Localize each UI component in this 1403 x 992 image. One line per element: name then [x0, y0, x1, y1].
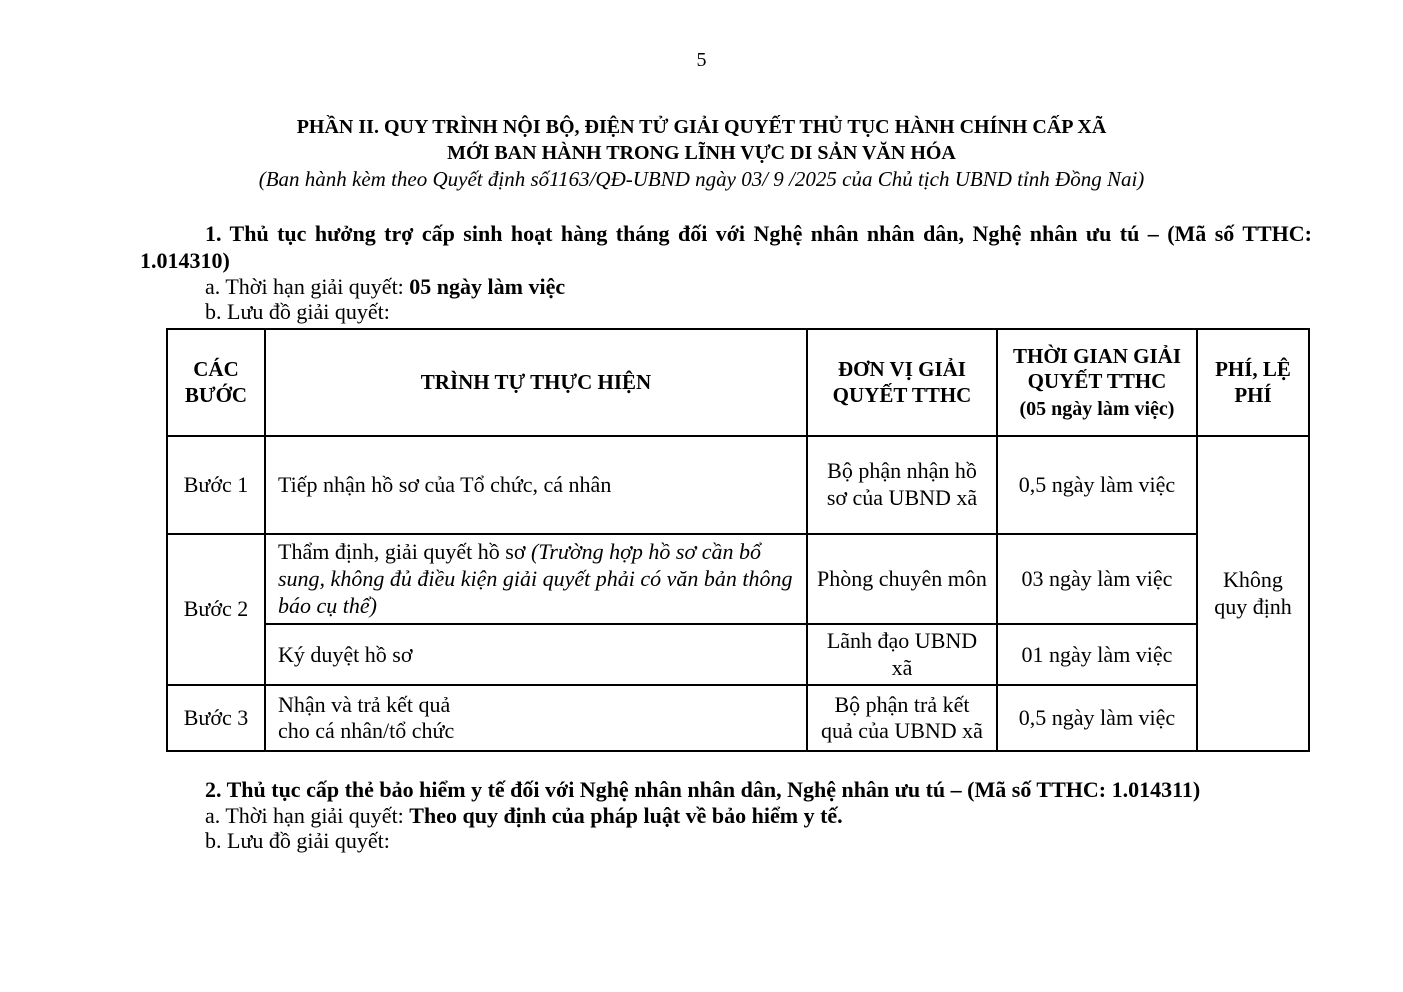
time-cell: 01 ngày làm việc: [997, 624, 1197, 685]
issuance-note: (Ban hành kèm theo Quyết định số1163/QĐ-UBND ngày 03/ 9 /2025 của Chủ tịch UBND tỉnh Đồng Nai): [258, 167, 1145, 191]
step-cell: Bước 2: [167, 534, 265, 685]
section1-item-a-value: 05 ngày làm việc: [409, 274, 566, 299]
header-cell-time: [997, 329, 1197, 436]
process-text: Thẩm định, giải quyết hồ sơ: [278, 539, 531, 564]
step-cell: Bước 1: [167, 436, 265, 534]
process-line2: cho cá nhân/tổ chức: [278, 718, 455, 744]
section1-item-b: b. Lưu đồ giải quyết:: [205, 299, 390, 324]
process-cell: [265, 685, 807, 751]
table-row: [167, 436, 1309, 534]
table-row: [167, 534, 1309, 624]
unit-cell: Bộ phận nhận hồ sơ của UBND xã: [807, 436, 997, 534]
fee-cell: Không quy định: [1197, 436, 1309, 751]
unit-cell: Lãnh đạo UBND xã: [807, 624, 997, 685]
section2-item-b: b. Lưu đồ giải quyết:: [205, 828, 390, 854]
document-title-line1: PHẦN II. QUY TRÌNH NỘI BỘ, ĐIỆN TỬ GIẢI QUYẾT THỦ TỤC HÀNH CHÍNH CẤP XÃ: [296, 116, 1107, 138]
time-cell: 0,5 ngày làm việc: [997, 436, 1197, 534]
header-cell-time-title: THỜI GIAN GIẢI QUYẾT TTHC: [1012, 343, 1182, 394]
process-note: (Trường hợp hồ sơ cần bổ sung, không đủ điều kiện giải quyết phải có văn bản thông báo cụ thể): [278, 539, 793, 618]
section1-title: 1. Thủ tục hưởng trợ cấp sinh hoạt hàng tháng đối với Nghệ nhân nhân dân, Nghệ nhân ưu tú – (Mã số TTHC: 1.014310): [140, 221, 1312, 273]
header-cell-process: TRÌNH TỰ THỰC HIỆN: [265, 329, 807, 436]
table-row: [167, 685, 1309, 751]
section1-item-a: [205, 274, 1312, 299]
header-cell-fee: PHÍ, LỆ PHÍ: [1197, 329, 1309, 436]
header-cell-time-sub: (05 ngày làm việc): [1019, 397, 1175, 420]
section2: [140, 776, 1312, 853]
section2-title: 2. Thủ tục cấp thẻ bảo hiểm y tế đối với Nghệ nhân nhân dân, Nghệ nhân ưu tú – (Mã số TTHC: 1.014311): [205, 777, 1201, 803]
procedure-flow-table: [166, 328, 1310, 752]
process-cell: [265, 534, 807, 624]
unit-cell: Phòng chuyên môn: [807, 534, 997, 624]
header-cell-unit: ĐƠN VỊ GIẢI QUYẾT TTHC: [807, 329, 997, 436]
section2-item-a: [205, 803, 1312, 828]
header-cell-steps: CÁC BƯỚC: [167, 329, 265, 436]
section2-item-a-label: a. Thời hạn giải quyết:: [205, 803, 410, 829]
document-header: [0, 114, 1403, 193]
process-cell: Tiếp nhận hồ sơ của Tổ chức, cá nhân: [265, 436, 807, 534]
unit-cell: Bộ phận trả kết quả của UBND xã: [807, 685, 997, 751]
section2-item-a-value: Theo quy định của pháp luật về bảo hiểm y tế.: [409, 803, 843, 829]
process-line1: Nhận và trả kết quả: [278, 691, 451, 717]
time-cell: 03 ngày làm việc: [997, 534, 1197, 624]
section1-item-a-label: a. Thời hạn giải quyết:: [205, 274, 410, 299]
document-title-line2: MỚI BAN HÀNH TRONG LĨNH VỰC DI SẢN VĂN HÓA: [447, 142, 956, 164]
table-header-row: [167, 329, 1309, 436]
table-row: [167, 624, 1309, 685]
page-number: 5: [696, 49, 707, 71]
step-cell: Bước 3: [167, 685, 265, 751]
document-content: [140, 220, 1312, 853]
process-cell: Ký duyệt hồ sơ: [265, 624, 807, 685]
time-cell: 0,5 ngày làm việc: [997, 685, 1197, 751]
